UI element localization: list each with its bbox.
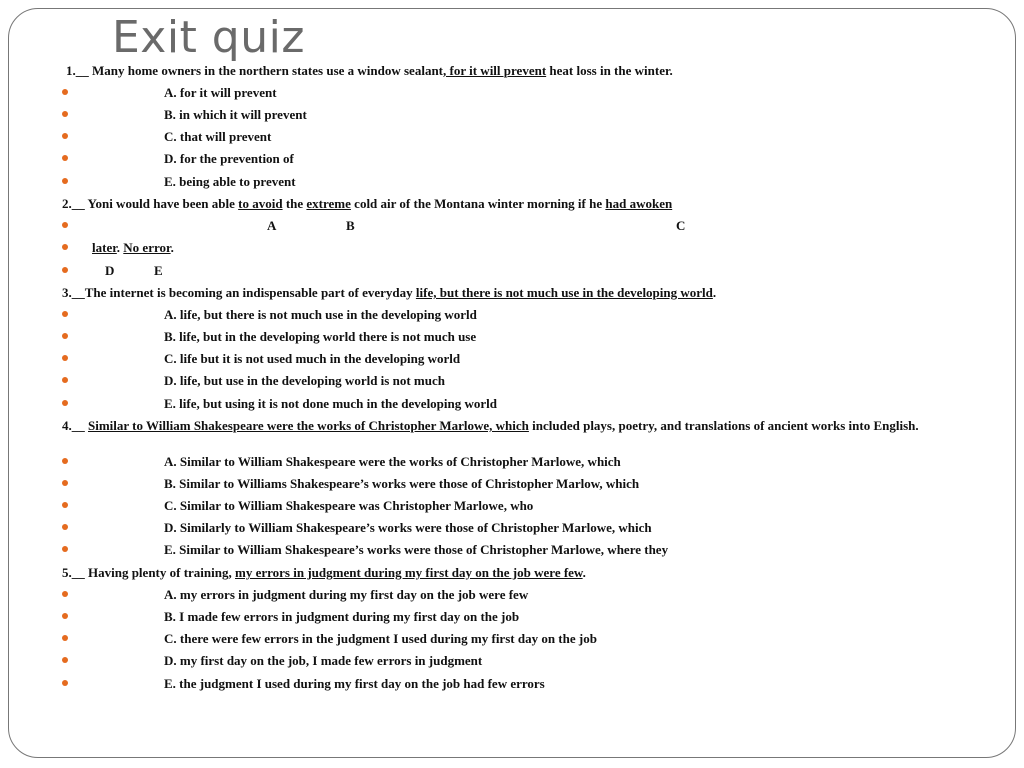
- bullet-icon: [62, 680, 68, 686]
- q5-option-c: C. there were few errors in the judgment I used during my first day on the job: [164, 631, 597, 646]
- bullet-icon: [62, 333, 68, 339]
- bullet-icon: [62, 458, 68, 464]
- bullet-icon: [62, 89, 68, 95]
- bullet-icon: [62, 178, 68, 184]
- bullet-icon: [62, 635, 68, 641]
- q2-letter-e: E: [154, 263, 163, 278]
- q3-text-end: .: [712, 285, 717, 300]
- q5-option-a: A. my errors in judgment during my first day on the job were few: [164, 587, 529, 602]
- q2-underlined-b: extreme: [306, 196, 351, 211]
- question-1: [66, 63, 673, 79]
- q2-underlined-c: had awoken: [605, 196, 673, 211]
- q3-option-c: C. life but it is not used much in the developing world: [164, 351, 461, 366]
- q1-text: 1.__ Many home owners in the northern states use a window sealant: [66, 63, 443, 78]
- q5-option-b: B. I made few errors in judgment during my first day on the job: [164, 609, 520, 624]
- q5-text: 5.__ Having plenty of training,: [62, 565, 235, 580]
- bullet-icon: [62, 613, 68, 619]
- bullet-icon: [62, 524, 68, 530]
- q4-underlined: Similar to William Shakespeare were the works of Christopher Marlowe, which: [88, 418, 529, 433]
- q4-text-end: included plays, poetry, and translations of ancient works into English.: [528, 418, 919, 433]
- q2-text: cold air of the Montana winter morning if he: [350, 196, 606, 211]
- question-5: [62, 565, 586, 581]
- q3-underlined: life, but there is not much use in the developing world: [415, 285, 713, 300]
- q3-text: 3.__The internet is becoming an indispensable part of everyday: [62, 285, 416, 300]
- q1-option-d: D. for the prevention of: [164, 151, 294, 166]
- bullet-icon: [62, 591, 68, 597]
- q1-underlined: , for it will prevent: [443, 63, 547, 78]
- q2-text: 2.__ Yoni would have been able: [62, 196, 239, 211]
- q3-option-d: D. life, but use in the developing world is not much: [164, 373, 445, 388]
- q2-continuation: [92, 240, 174, 256]
- question-3: [62, 285, 716, 301]
- q2-underlined-d: later: [92, 240, 117, 255]
- bullet-icon: [62, 133, 68, 139]
- q5-underlined: my errors in judgment during my first day on the job were few: [235, 565, 583, 580]
- bullet-icon: [62, 155, 68, 161]
- q2-letter-b: B: [346, 218, 355, 233]
- q3-option-b: B. life, but in the developing world there is not much use: [164, 329, 477, 344]
- bullet-icon: [62, 657, 68, 663]
- q2-text: .: [116, 240, 124, 255]
- q2-letter-c: C: [676, 218, 686, 233]
- q2-letter-d: D: [105, 263, 115, 278]
- bullet-icon: [62, 377, 68, 383]
- slide-title: Exit quiz: [112, 12, 305, 63]
- bullet-icon: [62, 244, 68, 250]
- bullet-icon: [62, 222, 68, 228]
- q1-option-c: C. that will prevent: [164, 129, 272, 144]
- q2-underlined-a: to avoid: [238, 196, 283, 211]
- q1-text-end: heat loss in the winter.: [546, 63, 673, 78]
- q1-option-e: E. being able to prevent: [164, 174, 296, 189]
- q4-option-a: A. Similar to William Shakespeare were the works of Christopher Marlowe, which: [164, 454, 621, 469]
- bullet-icon: [62, 546, 68, 552]
- q4-text: 4.__: [62, 418, 88, 433]
- q4-option-b: B. Similar to Williams Shakespeare’s works were those of Christopher Marlow, which: [164, 476, 640, 491]
- q4-option-c: C. Similar to William Shakespeare was Christopher Marlowe, who: [164, 498, 534, 513]
- q5-text-end: .: [582, 565, 586, 580]
- bullet-icon: [62, 400, 68, 406]
- bullet-icon: [62, 355, 68, 361]
- q2-text: .: [170, 240, 174, 255]
- bullet-icon: [62, 311, 68, 317]
- q3-option-a: A. life, but there is not much use in the developing world: [164, 307, 477, 322]
- q2-letter-a: A: [267, 218, 277, 233]
- bullet-icon: [62, 480, 68, 486]
- question-2: [62, 196, 672, 212]
- bullet-icon: [62, 502, 68, 508]
- q1-option-b: B. in which it will prevent: [164, 107, 307, 122]
- q5-option-d: D. my first day on the job, I made few errors in judgment: [164, 653, 483, 668]
- q2-underlined-e: No error: [123, 240, 171, 255]
- question-4: [62, 418, 942, 434]
- q5-option-e: E. the judgment I used during my first day on the job had few errors: [164, 676, 545, 691]
- bullet-icon: [62, 111, 68, 117]
- bullet-icon: [62, 267, 68, 273]
- q2-text: the: [282, 196, 307, 211]
- q1-option-a: A. for it will prevent: [164, 85, 277, 100]
- q4-option-d: D. Similarly to William Shakespeare’s works were those of Christopher Marlowe, which: [164, 520, 652, 535]
- q3-option-e: E. life, but using it is not done much in the developing world: [164, 396, 497, 411]
- q4-option-e: E. Similar to William Shakespeare’s works were those of Christopher Marlowe, where they: [164, 542, 669, 557]
